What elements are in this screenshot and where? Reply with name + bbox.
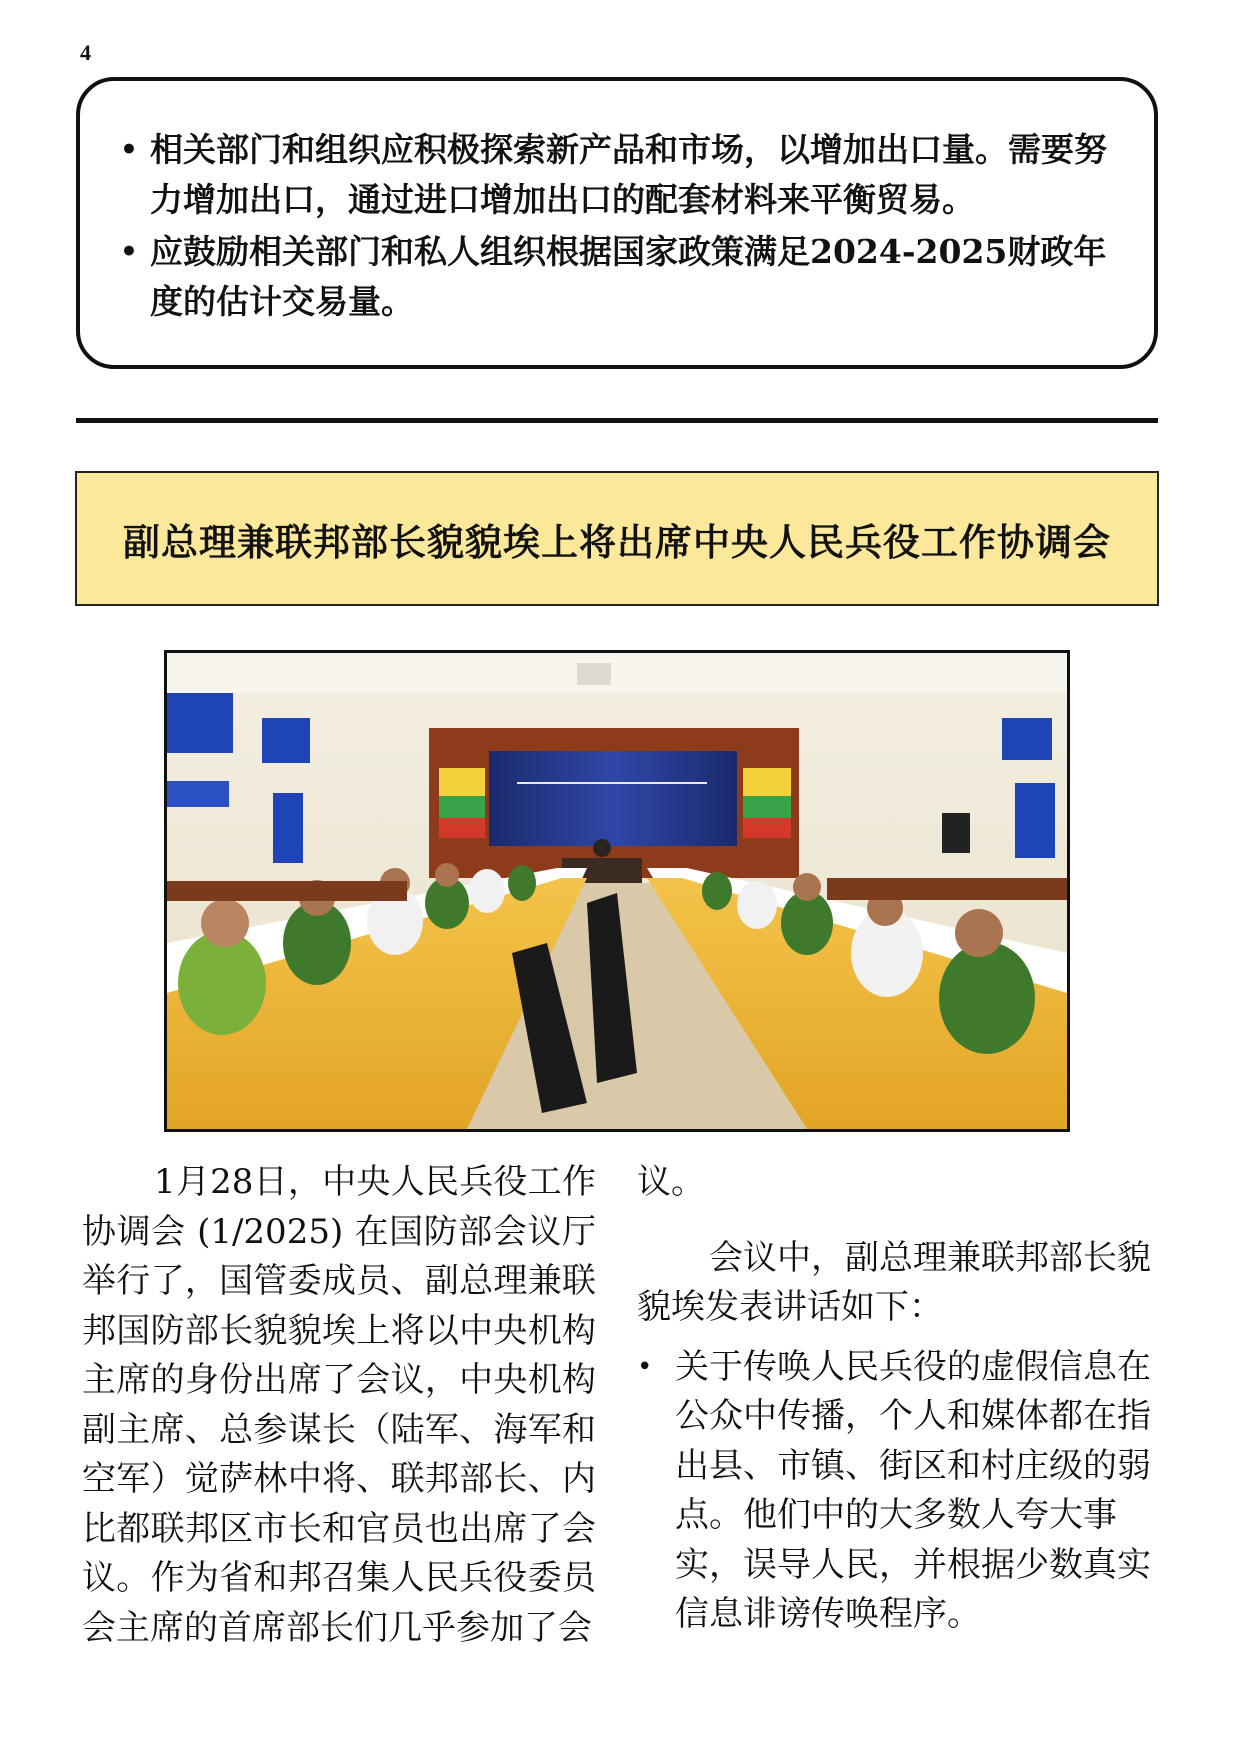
summary-list (106, 125, 1136, 329)
article-paragraph: 会议中，副总理兼联邦部长貌貌埃发表讲话如下： (637, 1237, 1151, 1327)
article-column-left (82, 1158, 596, 1653)
bullet-icon: • (120, 235, 138, 268)
summary-item (106, 227, 1136, 327)
page-number: 4 (80, 40, 91, 65)
bullet-icon: • (637, 1351, 653, 1382)
section-divider (76, 418, 1158, 423)
headline-banner (75, 471, 1159, 606)
article-bullet-item (637, 1343, 1157, 1640)
meeting-photo-illustration (167, 653, 1067, 1129)
summary-item-text: 应鼓励相关部门和私人组织根据国家政策满足2024-2025财政年度的估计交易量。 (150, 232, 1107, 321)
summary-item (106, 125, 1136, 225)
article-headline: 副总理兼联邦部长貌貌埃上将出席中央人民兵役工作协调会 (123, 520, 1111, 564)
article-bullet-list (637, 1343, 1157, 1640)
article-column-right (637, 1158, 1157, 1640)
meeting-photo (164, 650, 1070, 1132)
summary-item-text: 相关部门和组织应积极探索新产品和市场，以增加出口量。需要努力增加出口，通过进口增加出口的配套材料来平衡贸易。 (150, 130, 1107, 219)
summary-box (76, 77, 1158, 369)
article-bullet-text: 关于传唤人民兵役的虚假信息在公众中传播，个人和媒体都在指出县、市镇、街区和村庄级的弱点。他们中的大多数人夸大事实，误导人民，并根据少数真实信息诽谤传唤程序。 (675, 1346, 1151, 1634)
article-paragraph-continuation: 议。 (637, 1162, 705, 1202)
article-paragraph: 1月28日，中央人民兵役工作协调会 (1/2025) 在国防部会议厅举行了，国管委成员、副总理兼联邦国防部长貌貌埃上将以中央机构主席的身份出席了会议，中央机构副主席、总参谋长（陆军、海军和空军）觉萨林中将、联邦部长、内比都联邦区市长和官员也出席了会议。作为省和邦召集人民兵役委员会主席的首席部长们几乎参加了会 (82, 1162, 596, 1648)
bullet-icon: • (120, 133, 138, 166)
